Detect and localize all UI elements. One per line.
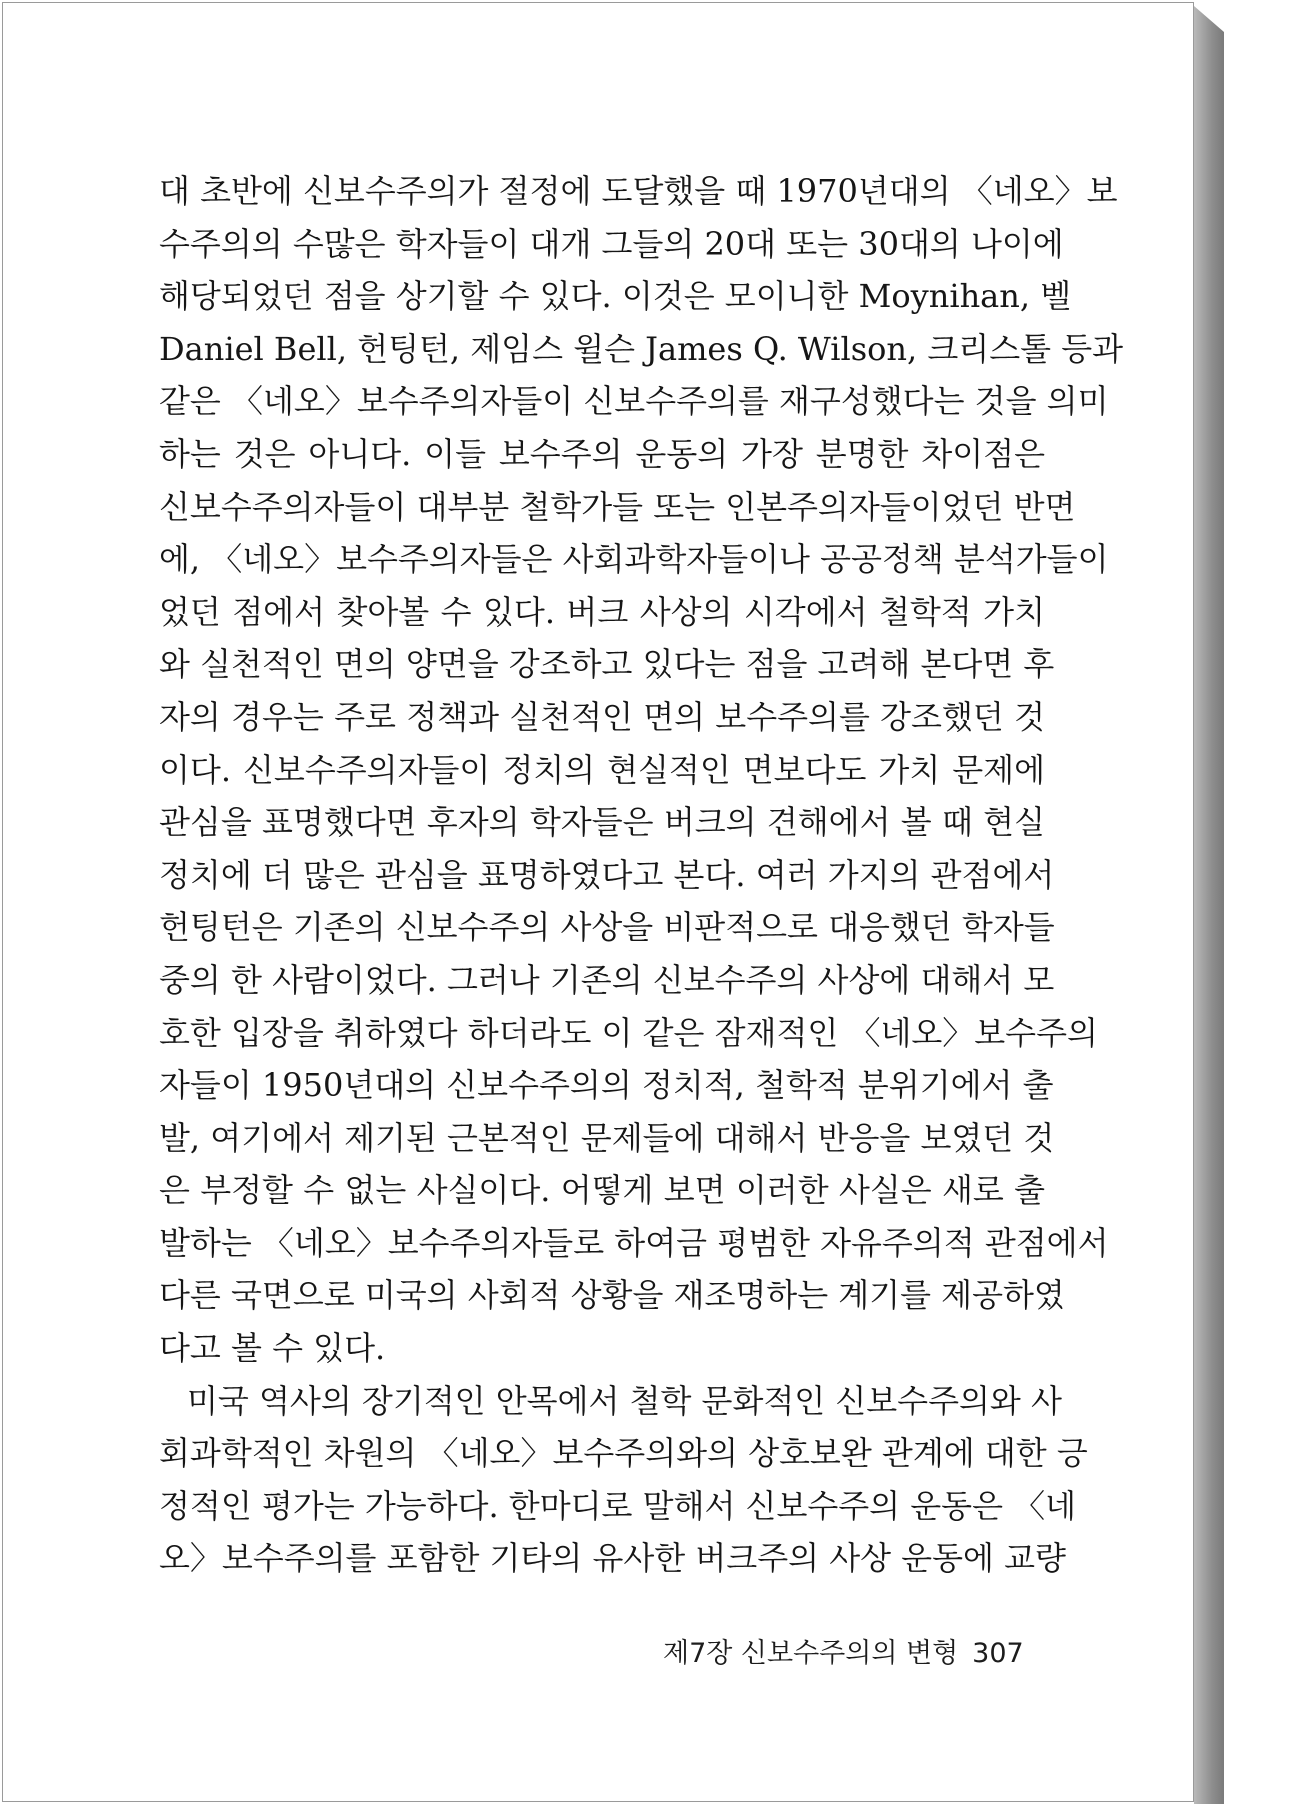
text-line: 다고 볼 수 있다. (159, 1329, 386, 1368)
text-line: 에, 〈네오〉보수주의자들은 사회과학자들이나 공공정책 분석가들이 (159, 540, 1109, 579)
text-line: 정적인 평가는 가능하다. 한마디로 말해서 신보수주의 운동은 〈네 (159, 1486, 1077, 1525)
text-line: 오〉보수주의를 포함한 기타의 유사한 버크주의 사상 운동에 교량 (159, 1539, 1066, 1578)
body-text (159, 165, 1124, 1585)
text-line: 이다. 신보수주의자들이 정치의 현실적인 면보다도 가치 문제에 (159, 750, 1045, 789)
page-footer (663, 1631, 1023, 1670)
text-line: 수주의의 수많은 학자들이 대개 그들의 20대 또는 30대의 나이에 (159, 224, 1064, 263)
text-line: 와 실천적인 면의 양면을 강조하고 있다는 점을 고려해 본다면 후 (159, 645, 1055, 684)
book-page (2, 2, 1194, 1802)
text-line: 정치에 더 많은 관심을 표명하였다고 본다. 여러 가지의 관점에서 (159, 855, 1055, 894)
page-edge-shadow (1194, 6, 1224, 1804)
text-line: 었던 점에서 찾아볼 수 있다. 버크 사상의 시각에서 철학적 가치 (159, 592, 1045, 631)
text-line: 은 부정할 수 없는 사실이다. 어떻게 보면 이러한 사실은 새로 출 (159, 1171, 1045, 1210)
text-line: 같은 〈네오〉보수주의자들이 신보수주의를 재구성했다는 것을 의미 (159, 382, 1109, 421)
text-line: 헌팅턴은 기존의 신보수주의 사상을 비판적으로 대응했던 학자들 (159, 908, 1055, 947)
text-line: 발하는 〈네오〉보수주의자들로 하여금 평범한 자유주의적 관점에서 (159, 1223, 1109, 1262)
chapter-title: 제7장 신보수주의의 변형 (663, 1638, 959, 1669)
text-line: 호한 입장을 취하였다 하더라도 이 같은 잠재적인 〈네오〉보수주의 (159, 1013, 1098, 1052)
text-line: 발, 여기에서 제기된 근본적인 문제들에 대해서 반응을 보였던 것 (159, 1118, 1055, 1157)
text-line: 중의 한 사람이었다. 그러나 기존의 신보수주의 사상에 대해서 모 (159, 960, 1055, 999)
text-line: 하는 것은 아니다. 이들 보수주의 운동의 가장 분명한 차이점은 (159, 434, 1045, 473)
text-line: 신보수주의자들이 대부분 철학가들 또는 인본주의자들이었던 반면 (159, 487, 1076, 526)
text-line: 다른 국면으로 미국의 사회적 상황을 재조명하는 계기를 제공하였 (159, 1276, 1065, 1315)
text-line: 회과학적인 차원의 〈네오〉보수주의와의 상호보완 관계에 대한 긍 (159, 1434, 1088, 1473)
text-line: 관심을 표명했다면 후자의 학자들은 버크의 견해에서 볼 때 현실 (159, 803, 1045, 842)
text-line: Daniel Bell, 헌팅턴, 제임스 윌슨 James Q. Wilson, 크리스톨 등과 (159, 329, 1124, 368)
text-line: 미국 역사의 장기적인 안목에서 철학 문화적인 신보수주의와 사 (187, 1381, 1062, 1420)
text-line: 대 초반에 신보수주의가 절정에 도달했을 때 1970년대의 〈네오〉보 (159, 172, 1118, 210)
page-number: 307 (972, 1638, 1024, 1669)
text-line: 자의 경우는 주로 정책과 실천적인 면의 보수주의를 강조했던 것 (159, 697, 1045, 736)
text-line: 자들이 1950년대의 신보수주의의 정치적, 철학적 분위기에서 출 (159, 1066, 1054, 1105)
text-line: 해당되었던 점을 상기할 수 있다. 이것은 모이니한 Moynihan, 벨 (159, 277, 1072, 316)
